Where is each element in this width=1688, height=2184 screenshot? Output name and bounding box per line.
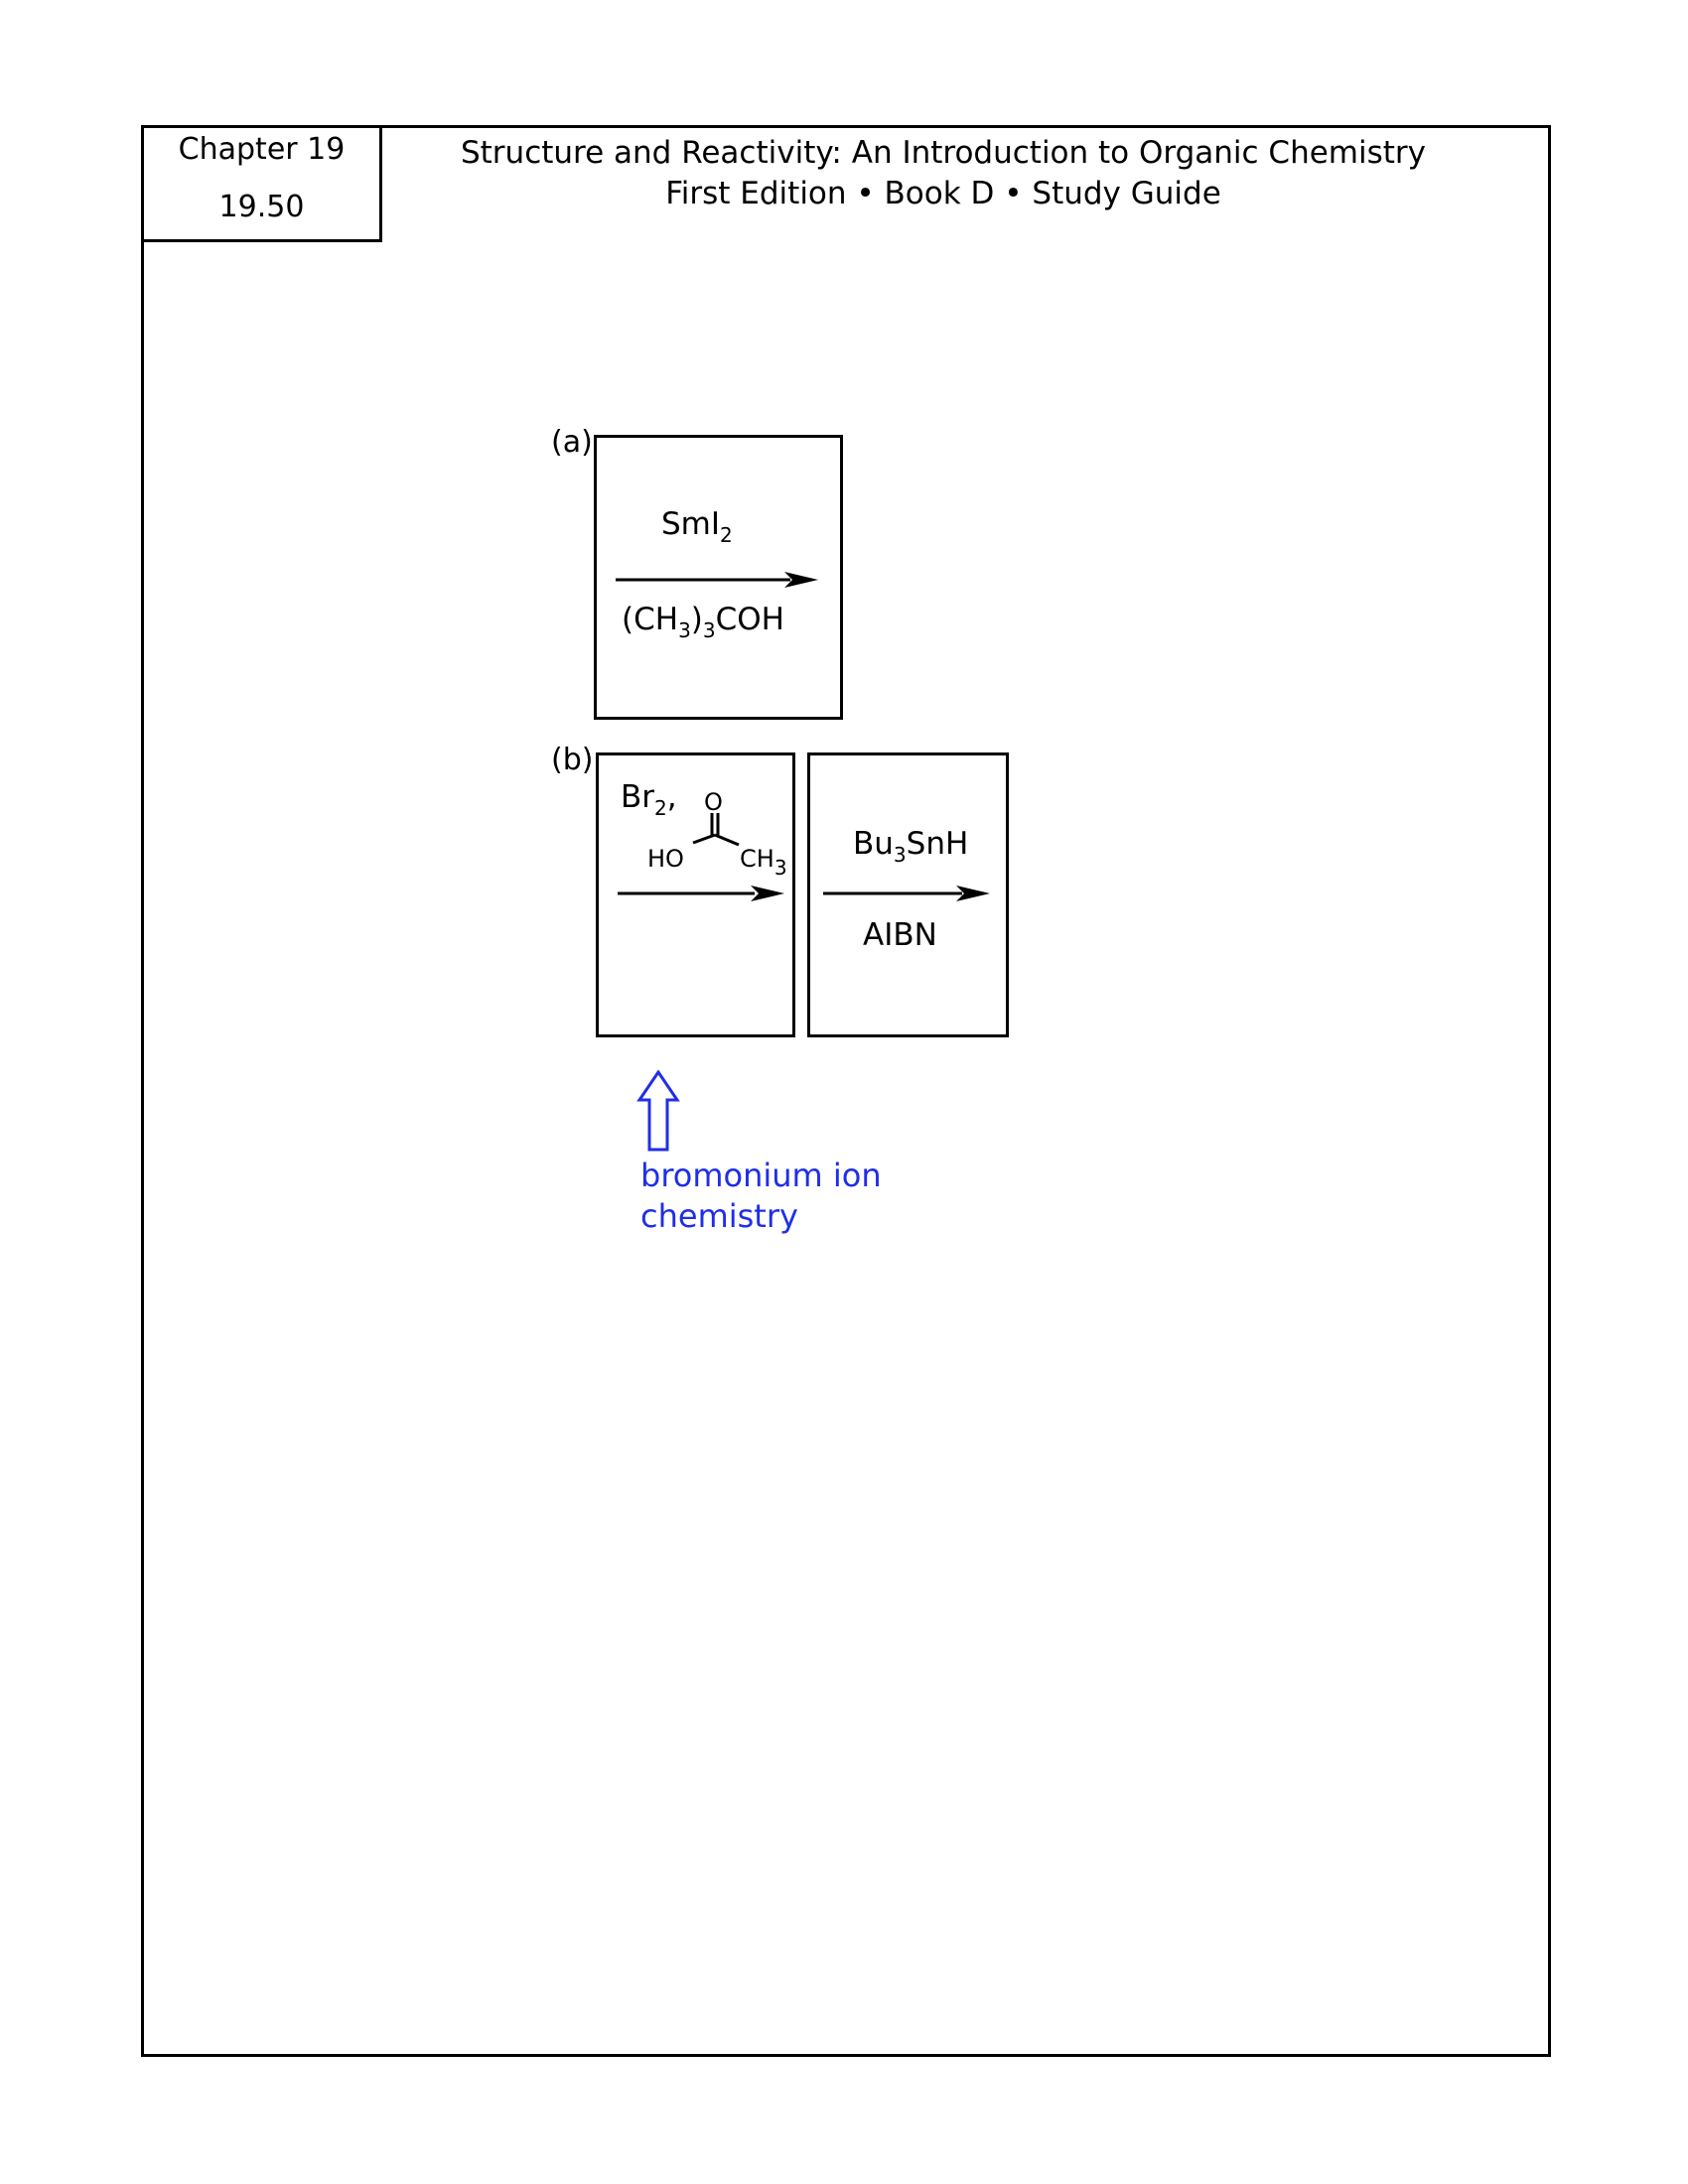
part-b-step1-arrow <box>616 884 789 903</box>
part-a-label: (a) <box>551 425 593 460</box>
book-edition: First Edition • Book D • Study Guide <box>665 176 1221 211</box>
part-b-label: (b) <box>551 743 594 777</box>
part-a-reaction-arrow <box>614 570 822 590</box>
page-frame <box>141 125 1551 2057</box>
part-b-step2-arrow <box>821 884 995 903</box>
acetic-acid-oxygen: O <box>704 788 723 816</box>
book-title: Structure and Reactivity: An Introduction to Organic Chemistry <box>460 135 1427 171</box>
annotation-line1: bromonium ion <box>640 1157 882 1194</box>
chapter-label: Chapter 19 <box>178 132 346 167</box>
part-b-bromine-reagent: $Br_2$, <box>621 779 677 820</box>
part-b-initiator-reagent: AIBN <box>863 917 937 953</box>
up-arrow-icon <box>635 1070 681 1154</box>
acetic-acid-hydroxyl: HO <box>647 845 684 873</box>
part-a-reagent-bottom: $(CH_3)_3COH$ <box>622 602 784 642</box>
problem-number: 19.50 <box>218 190 305 224</box>
acetic-acid-methyl: $CH_3$ <box>740 845 787 880</box>
part-b-tin-hydride-reagent: $Bu_3SnH$ <box>853 826 969 867</box>
acetic-acid-bonds <box>675 809 755 849</box>
annotation-line2: chemistry <box>640 1197 798 1235</box>
part-a-reagent-top: SmI$_2$ <box>661 506 733 547</box>
annotation-note <box>640 1156 882 1237</box>
chapter-box <box>141 125 382 242</box>
